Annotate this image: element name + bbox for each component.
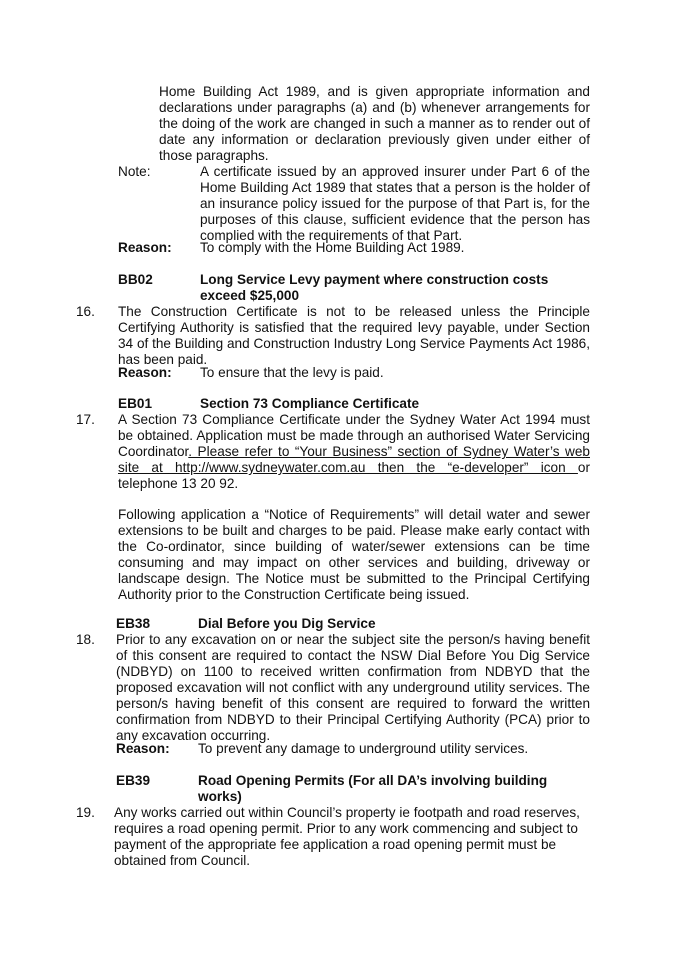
reason-label: Reason: [118, 240, 172, 255]
reason-label: Reason: [116, 741, 170, 756]
note-text: A certificate issued by an approved insurer under Part 6 of the Home Building Act 1989 that states that a person is the holder of an insurance policy issued for the purpose of that Part is, for the purposes of this clause, sufficient evidence that the person has complied with the requirements of that Part. [200, 164, 590, 243]
item-17-paragraph-2: Following application a “Notice of Requirements” will detail water and sewer extensions to be built and charges to be paid. Please make early contact with the Co-ordinator, since building of water/sewer extensions can be time consuming and may impact on other services and building, driveway or landscape design. The Notice must be submitted to the Principal Certifying Authority prior to the Construction Certificate being issued. [118, 507, 590, 602]
reason-text: To ensure that the levy is paid. [200, 365, 384, 380]
reason-text: To comply with the Home Building Act 1989. [200, 240, 465, 255]
item-18-text: Prior to any excavation on or near the subject site the person/s having benefit of this consent are required to contact the NSW Dial Before You Dig Service (NDBYD) on 1100 to received written confirmation from NDBYD that the proposed excavation will not conflict with any underground utility services. The person/s having benefit of this consent are required to forward the written confirmation from NDBYD to their Principal Certifying Authority (PCA) prior to any excavation occurring. [116, 632, 590, 743]
section-title-eb39: Road Opening Permits (For all DA’s involving building works) [198, 773, 548, 804]
section-title-bb02: Long Service Levy payment where construction costs exceed $25,000 [200, 272, 549, 303]
item-17-text [118, 412, 590, 492]
item-number-16: 16. [76, 304, 95, 319]
item-number-17: 17. [76, 412, 95, 427]
sydney-water-link-text[interactable]: . Please refer to “Your Business” section of Sydney Water’s web site at http://www.sydneywater.com.au then the “e-developer” icon [118, 444, 590, 475]
section-code-eb39: EB39 [116, 773, 151, 788]
section-code-eb01: EB01 [118, 396, 153, 411]
item-16-text: The Construction Certificate is not to be released unless the Principle Certifying Authority is satisfied that the required levy payable, under Section 34 of the Building and Construction Industry Long Service Payments Act 1986, has been paid. [118, 304, 590, 367]
section-title-eb01: Section 73 Compliance Certificate [200, 396, 420, 411]
section-code-bb02: BB02 [118, 272, 153, 287]
reason-text: To prevent any damage to underground utility services. [198, 741, 529, 756]
item-number-19: 19. [76, 805, 95, 820]
item-17-text-a: A Section 73 Compliance Certificate under the Sydney Water Act 1994 must be obtained. Application must be made through an authorised Water Servicing Coordinator [118, 412, 590, 459]
reason-label: Reason: [118, 365, 172, 380]
intro-paragraph: Home Building Act 1989, and is given appropriate information and declarations under paragraphs (a) and (b) whenever arrangements for the doing of the work are changed in such a manner as to render out of date any information or declaration previously given under either of those paragraphs. [159, 84, 590, 163]
section-title-eb38: Dial Before you Dig Service [198, 616, 376, 631]
item-19-text: Any works carried out within Council’s property ie footpath and road reserves, requires a road opening permit. Prior to any work commencing and subject to payment of the appropriate fee application a road opening permit must be obtained from Council. [114, 805, 580, 868]
item-17-text-b: or telephone 13 20 92. [118, 460, 590, 491]
item-number-18: 18. [76, 632, 95, 647]
note-label: Note: [118, 164, 151, 179]
section-code-eb38: EB38 [116, 616, 151, 631]
